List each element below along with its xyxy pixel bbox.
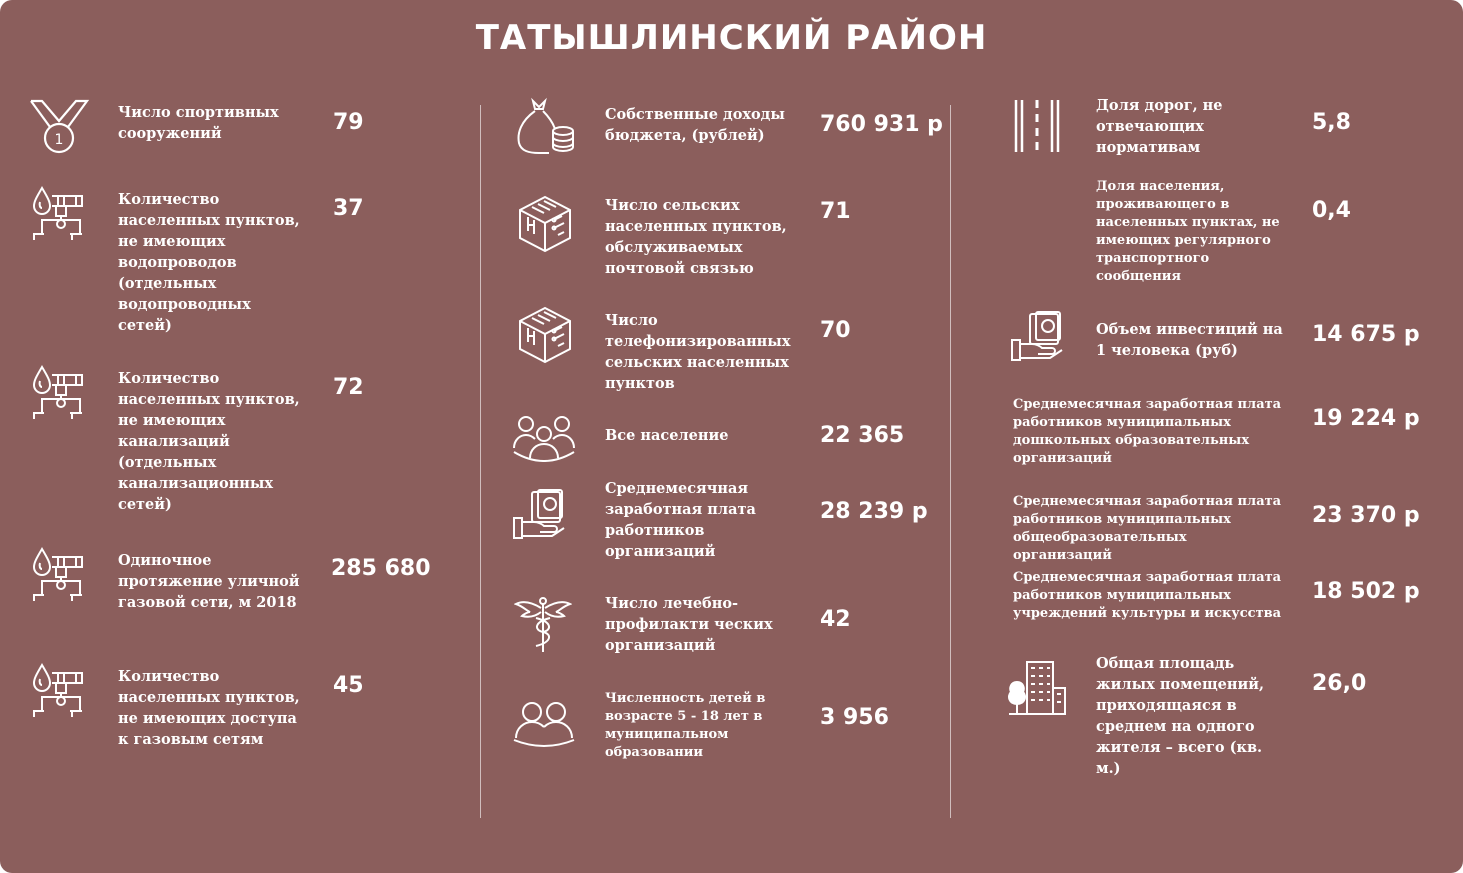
stat-label: Среднемесячная заработная плата работников муниципальных общеобразовательных организаций bbox=[1013, 494, 1282, 563]
pipeline-icon bbox=[30, 186, 86, 242]
hand-money-icon bbox=[1010, 310, 1064, 364]
column-divider bbox=[480, 105, 481, 818]
stat-label: Количество населенных пунктов, не имеющих доступа к газовым сетям bbox=[118, 668, 300, 748]
stat-value: 5,8 bbox=[1312, 110, 1351, 135]
stat-value: 45 bbox=[333, 673, 364, 698]
stat-label: Число лечебно-профилакти ческих организаций bbox=[605, 595, 773, 654]
stat-label: Доля дорог, не отвечающих нормативам bbox=[1096, 97, 1223, 156]
stat-label: Собственные доходы бюджета, (рублей) bbox=[605, 106, 785, 144]
stat-label: Среднемесячная заработная плата работников муниципальных дошкольных образовательных организаций bbox=[1013, 397, 1282, 466]
stat-label: Все население bbox=[605, 427, 729, 444]
stat-value: 18 502 р bbox=[1312, 579, 1420, 604]
stat-value: 26,0 bbox=[1312, 671, 1367, 696]
svg-text:1: 1 bbox=[54, 132, 64, 148]
stat-value: 70 bbox=[820, 318, 851, 343]
stat-value: 3 956 bbox=[820, 705, 889, 730]
hand-money-icon bbox=[512, 488, 566, 542]
stat-label: Среднемесячная заработная плата работников муниципальных учреждений культуры и искусства bbox=[1013, 570, 1282, 621]
stat-value: 285 680 bbox=[331, 556, 431, 581]
money-bag-icon bbox=[515, 97, 577, 157]
pipeline-icon bbox=[30, 547, 86, 603]
stat-value: 760 931 р bbox=[820, 112, 943, 137]
stat-label: Объем инвестиций на 1 человека (руб) bbox=[1096, 321, 1283, 359]
stat-value: 71 bbox=[820, 199, 851, 224]
column-divider bbox=[950, 105, 951, 818]
stat-value: 23 370 р bbox=[1312, 503, 1420, 528]
pipeline-icon bbox=[30, 365, 86, 421]
stat-value: 37 bbox=[333, 196, 364, 221]
stat-value: 19 224 р bbox=[1312, 406, 1420, 431]
stat-label: Число сельских населенных пунктов, обслуживаемых почтовой связью bbox=[605, 197, 787, 277]
people-icon bbox=[512, 700, 576, 748]
stat-label: Количество населенных пунктов, не имеющих водопроводов (отдельных водопроводных сетей) bbox=[118, 191, 300, 334]
stat-label: Общая площадь жилых помещений, приходящаяся в среднем на одного жителя – всего (кв. м.) bbox=[1096, 655, 1265, 777]
stat-value: 0,4 bbox=[1312, 198, 1351, 223]
stat-value: 28 239 р bbox=[820, 499, 928, 524]
cube-network-icon bbox=[518, 195, 572, 253]
stat-value: 79 bbox=[333, 110, 364, 135]
pipeline-icon bbox=[30, 663, 86, 719]
stat-label: Среднемесячная заработная плата работников организаций bbox=[605, 480, 756, 560]
stat-value: 14 675 р bbox=[1312, 322, 1420, 347]
page-title: ТАТЫШЛИНСКИЙ РАЙОН bbox=[475, 18, 988, 58]
road-icon bbox=[1012, 98, 1062, 154]
people-icon bbox=[512, 414, 576, 462]
stat-label: Число спортивных сооружений bbox=[118, 104, 279, 142]
stat-value: 42 bbox=[820, 607, 851, 632]
stat-value: 22 365 bbox=[820, 423, 905, 448]
stat-label: Численность детей в возрасте 5 - 18 лет в муниципальном образовании bbox=[605, 691, 766, 760]
stat-value: 72 bbox=[333, 375, 364, 400]
stat-label: Одиночное протяжение уличной газовой сети, м 2018 bbox=[118, 552, 300, 611]
cube-network-icon bbox=[518, 306, 572, 364]
building-icon bbox=[1007, 658, 1067, 716]
medal-icon bbox=[28, 97, 90, 155]
stat-label: Доля населения, проживающего в населенных пунктах, не имеющих регулярного транспортного сообщения bbox=[1096, 179, 1280, 284]
stat-label: Число телефонизированных сельских населенных пунктов bbox=[605, 312, 791, 392]
caduceus-icon bbox=[514, 596, 572, 654]
stat-label: Количество населенных пунктов, не имеющих канализаций (отдельных канализационных сетей) bbox=[118, 370, 300, 513]
